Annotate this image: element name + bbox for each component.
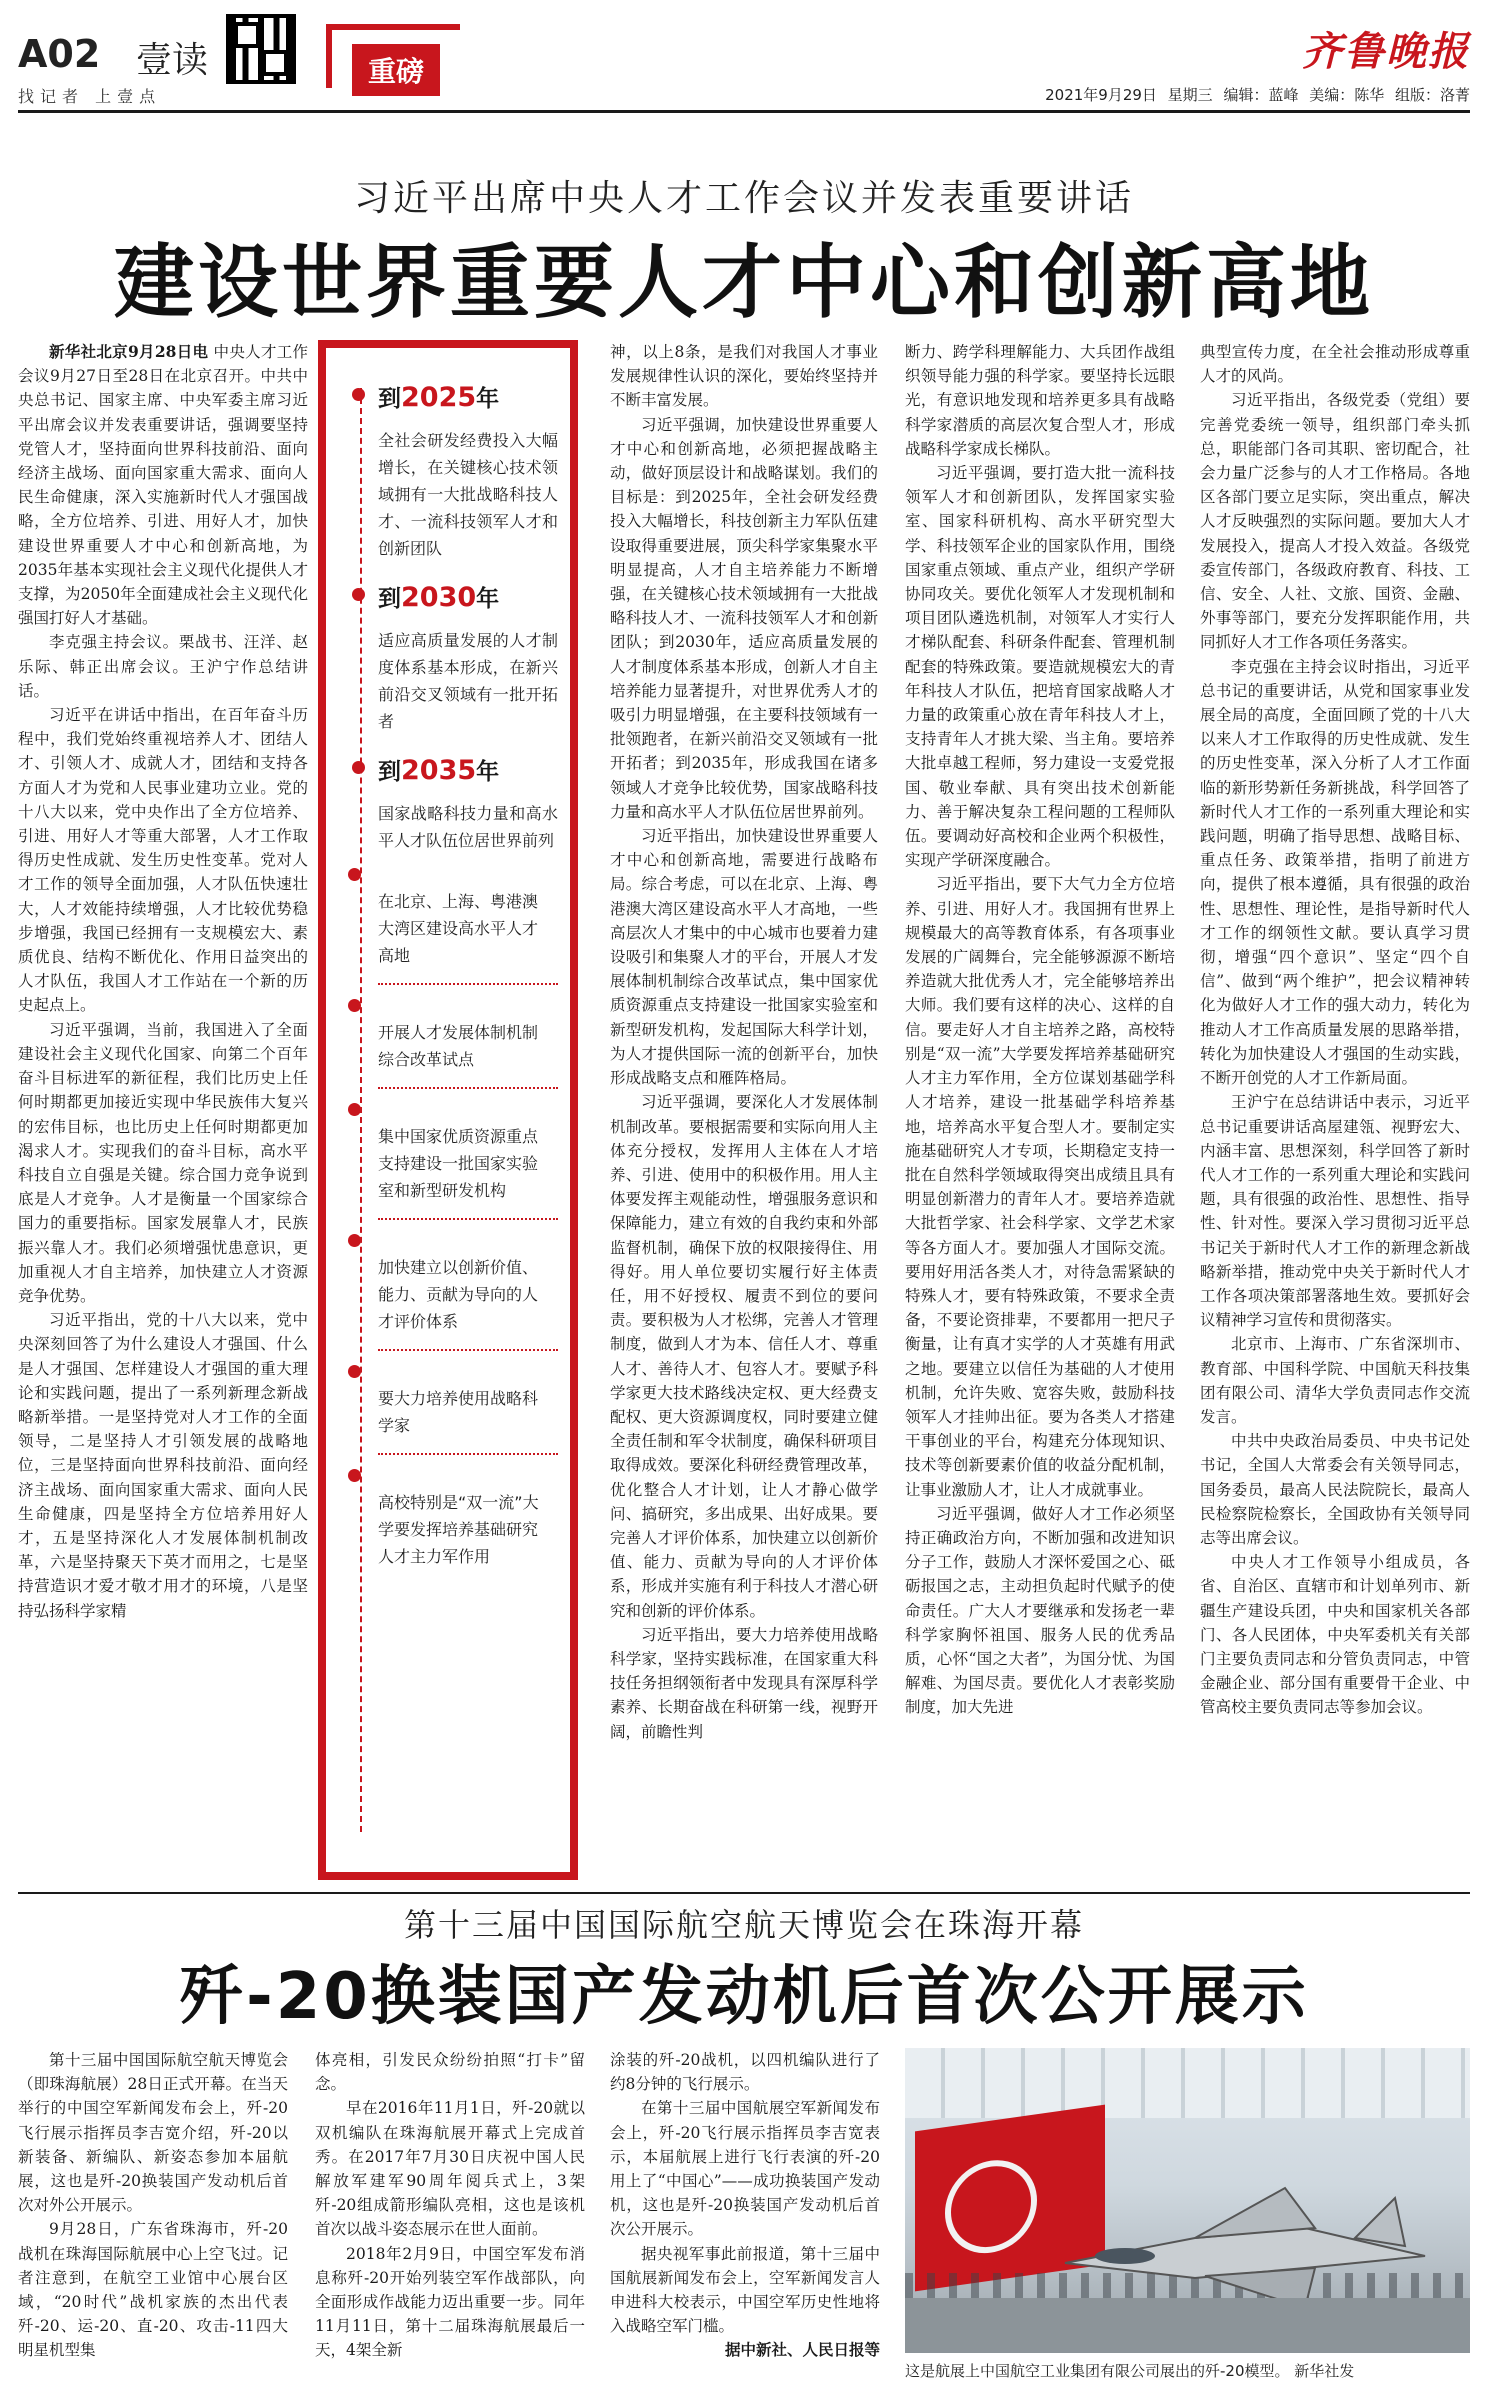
j20-jet-icon [1055,2168,1435,2318]
timeline-dot-icon [352,761,365,774]
date-editor-line: 2021年9月29日 星期三 编辑：蓝峰 美编：陈华 组版：洛菁 [1045,86,1470,104]
paragraph: 典型宣传力度，在全社会推动形成尊重人才的风尚。 [1200,343,1470,386]
paragraph: 早在2016年11月1日，歼-20就以双机编队在珠海航展开幕式上完成首秀。在2017年7月30日庆祝中国人民解放军建军90周年阅兵式上，3架歼-20组成箭形编队亮相，这也是该机首次以战斗姿态展示在世人面前。 [315,2099,585,2239]
timeline-item: 加快建立以创新价值、能力、贡献为导向的人才评价体系 [378,1242,558,1351]
timeline-year-2035: 到2035年 [348,753,558,786]
paragraph: 习近平指出，加快建设世界重要人才中心和创新高地，需要进行战略布局。综合考虑，可以在北京、上海、粤港澳大湾区建设高水平人才高地，一些高层次人才集中的中心城市也要着力建设吸引和集聚人才的平台，开展人才发展体制机制综合改革试点，集中国家优质资源重点支持建设一批国家实验室和新型研发机构，发起国际大科学计划，为人才提供国际一流的创新平台，加快形成战略支点和雁阵格局。 [610,827,878,1088]
timeline-dot-icon [348,999,361,1012]
rubric-frame [326,24,460,88]
timeline-text: 适应高质量发展的人才制度体系基本形成，在新兴前沿交叉领域有一批开拓者 [378,631,558,731]
timeline-year-2030: 到2030年 [348,580,558,613]
paragraph: 中共中央政治局委员、中央书记处书记，全国人大常委会有关领导同志，国务委员，最高人民法院院长，最高人民检察院检察长，全国政协有关领导同志等出席会议。 [1200,1432,1470,1547]
article1-column-4 [905,340,1175,1885]
paragraph: 习近平指出，要大力培养使用战略科学家，坚持实践标准，在国家重大科技任务担纲领衔者中发现具有深厚科学素养、长期奋战在科研第一线，视野开阔，前瞻性判 [610,1625,878,1741]
timeline-dot-icon [348,1234,361,1247]
header-rule [18,110,1470,113]
article2-column-1 [18,2048,288,2388]
article1-column-5 [1200,340,1470,1885]
section-slogan: 找记者 上壹点 [18,87,162,106]
paragraph: 9月28日，广东省珠海市，歼-20战机在珠海国际航展中心上空飞过。记者注意到，在航空工业馆中心展台区域，“20时代”战机家族的杰出代表歼-20、运-20、直-20、攻击-11四大明星机型集 [18,2220,288,2360]
timeline-item: 集中国家优质资源重点支持建设一批国家实验室和新型研发机构 [378,1111,558,1220]
hall-ceiling [905,2048,1470,2118]
timeline-dot-icon [348,1103,361,1116]
article2-column-2 [315,2048,585,2388]
paragraph: 2018年2月9日，中国空军发布消息称歼-20开始列装空军作战部队，向全面形成作战能力迈出重要一步。同年11月11日，第十二届珠海航展最后一天，4架全新 [315,2244,585,2360]
timeline-item: 在北京、上海、粤港澳大湾区建设高水平人才高地 [378,876,558,985]
paragraph: 习近平指出，要下大气力全方位培养、引进、用好人才。我国拥有世界上规模最大的高等教育体系，有各项事业发展的广阔舞台，完全能够源源不断培养造就大批优秀人才，完全能够培养出大师。我们要有这样的决心、这样的自信。要走好人才自主培养之路，高校特别是“双一流”大学要发挥培养基础研究人才主力军作用，全方位谋划基础学科人才培养，建设一批基础学科培养基地，培养高水平复合型人才。要制定实施基础研究人才专项，长期稳定支持一批在自然科学领域取得突出成绩且具有明显创新潜力的青年人才。要培养造就大批哲学家、社会科学家、文学艺术家等各方面人才。要加强人才国际交流。要用好用活各类人才，对待急需紧缺的特殊人才，要有特殊政策，不要求全责备，不要论资排辈，不要都用一把尺子衡量，让有真才实学的人才英雄有用武之地。要建立以信任为基础的人才使用机制，允许失败、宽容失败，鼓励科技领军人才挂帅出征。要为各类人才搭建干事创业的平台，构建充分体现知识、技术等创新要素价值的收益分配机制，让事业激励人才，让人才成就事业。 [905,875,1175,1499]
timeline-dot-icon [348,868,361,881]
paragraph: 神，以上8条，是我们对我国人才事业发展规律性认识的深化，要始终坚持并不断丰富发展。 [610,343,878,410]
paragraph: 李克强在主持会议时指出，习近平总书记的重要讲话，从党和国家事业发展全局的高度，全面回顾了党的十八大以来人才工作取得的历史性成就、发生的历史性变革，深入分析了人才工作面临的新形势新任务新挑战，科学回答了新时代人才工作的一系列重大理论和实践问题，明确了指导思想、战略目标、重点任务、政策举措，指明了前进方向，提供了根本遵循，具有很强的政治性、思想性、理论性，是指导新时代人才工作的纲领性文献。要认真学习贯彻，增强“四个意识”、坚定“四个自信”、做到“两个维护”，把会议精神转化为做好人才工作的强大动力，转化为推动人才工作高质量发展的思路举措，转化为加快建设人才强国的生动实践，不断开创党的人才工作新局面。 [1200,657,1470,1088]
timeline-item: 开展人才发展体制机制综合改革试点 [378,1007,558,1089]
paragraph: 习近平强调，要深化人才发展体制机制改革。要根据需要和实际向用人主体充分授权，发挥用人主体在人才培养、引进、使用中的积极作用。用人主体要发挥主观能动性，增强服务意识和保障能力，建立有效的自我约束和外部监督机制，确保下放的权限接得住、用得好。用人单位要切实履行好主体责任，用不好授权、履责不到位的要问责。要积极为人才松绑，完善人才管理制度，做到人才为本、信任人才、尊重人才、善待人才、包容人才。要赋予科学家更大技术路线决定权、更大经费支配权、更大资源调度权，同时要建立健全责任制和军令状制度，确保科研项目取得成效。要深化科研经费管理改革，优化整合人才计划，让人才静心做学问、搞研究，多出成果、出好成果。要完善人才评价体系，加快建立以创新价值、能力、贡献为导向的人才评价体系，形成并实施有利于科技人才潜心研究和创新的评价体系。 [610,1093,878,1620]
timeline-item: 要大力培养使用战略科学家 [378,1373,558,1455]
paragraph: 习近平指出，各级党委（党组）要完善党委统一领导，组织部门牵头抓总，职能部门各司其职、密切配合，社会力量广泛参与的人才工作格局。各地区各部门要立足实际，突出重点，解决人才反映强烈的实际问题。要加大人才发展投入，提高人才投入效益。各级党委宣传部门，各级政府教育、科技、工信、安全、人社、文旅、国资、金融、外事等部门，要充分发挥职能作用，共同抓好人才工作各项任务落实。 [1200,391,1470,652]
paragraph: 习近平强调，做好人才工作必须坚持正确政治方向，不断加强和改进知识分子工作，鼓励人才深怀爱国之心、砥砺报国之志，主动担负起时代赋予的使命责任。广大人才要继承和发扬老一辈科学家胸怀祖国、服务人民的优秀品质，心怀“国之大者”，为国分忧、为国解难、为国尽责。要优化人才表彰奖励制度，加大先进 [905,1504,1175,1717]
section-divider [18,1892,1470,1894]
article1-column-3 [610,340,878,1885]
rubric-label: 重磅 [352,44,440,96]
page-header [18,14,1470,104]
paragraph: 习近平强调，加快建设世界重要人才中心和创新高地，必须把握战略主动，做好顶层设计和战略谋划。我们的目标是：到2025年，全社会研发经费投入大幅增长，科技创新主力军队伍建设取得重要进展，顶尖科学家集聚水平明显提高，人才自主培养能力不断增强，在关键核心技术领域拥有一大批战略科技人才、一流科技领军人才和创新团队；到2030年，适应高质量发展的人才制度体系基本形成，创新人才自主培养能力显著提升，对世界优秀人才的吸引力明显增强，在主要科技领域有一批领跑者，在新兴前沿交叉领域有一批开拓者；到2035年，形成我国在诸多领域人才竞争比较优势，国家战略科技力量和高水平人才队伍位居世界前列。 [610,415,878,821]
timeline-dot-icon [348,1365,361,1378]
paragraph: 李克强主持会议。栗战书、汪洋、赵乐际、韩正出席会议。王沪宁作总结讲话。 [18,633,308,700]
paragraph: 北京市、上海市、广东省深圳市、教育部、中国科学院、中国航天科技集团有限公司、清华大学负责同志作交流发言。 [1200,1335,1470,1426]
paragraph: 中央人才工作领导小组成员，各省、自治区、直辖市和计划单列市、新疆生产建设兵团，中央和国家机关各部门、各人民团体，中央军委机关有关部门主要负责同志和分管负责同志，中管金融企业、部分国有重要骨干企业、中管高校主要负责同志等参加会议。 [1200,1553,1470,1717]
paragraph: 体亮相，引发民众纷纷拍照“打卡”留念。 [315,2051,585,2094]
paragraph: 据央视军事此前报道，第十三届中国航展新闻发布会上，空军新闻发言人申进科大校表示，中国空军历史性地将入战略空军门槛。 [610,2244,880,2336]
newspaper-masthead: 齐鲁晚报 [1302,28,1470,75]
paragraph: 第十三届中国国际航空航天博览会（即珠海航展）28日正式开幕。在当天举行的中国空军新闻发布会上，歼-20飞行展示指挥员李吉宽介绍，歼-20以新装备、新编队、新姿态参加本届航展，这也是歼-20换装国产发动机后首次对外公开展示。 [18,2051,288,2215]
photo-caption: 这是航展上中国航空工业集团有限公司展出的歼-20模型。 新华社发 [905,2362,1355,2380]
article1-column-1 [18,340,308,1885]
paragraph: 王沪宁在总结讲话中表示，习近平总书记重要讲话高屋建瓴、视野宏大、内涵丰富、思想深刻，科学回答了新时代人才工作的一系列重大理论和实践问题，具有很强的政治性、思想性、指导性、针对性。要深入学习贯彻习近平总书记关于新时代人才工作的新理念新战略新举措，推动党中央关于新时代人才工作各项决策部署落地生效。要抓好会议精神学习宣传和贯彻落实。 [1200,1093,1470,1330]
paragraph: 中央人才工作会议9月27日至28日在北京召开。中共中央总书记、国家主席、中央军委主席习近平出席会议并发表重要讲话，强调要坚持党管人才，坚持面向世界科技前沿、面向经济主战场、面向国家重大需求、面向人民生命健康，深入实施新时代人才强国战略，全方位培养、引进、用好人才，加快建设世界重要人才中心和创新高地，为2035年基本实现社会主义现代化提供人才支撑，为2050年全面建成社会主义现代化强国打好人才基础。 [18,343,308,628]
article2-column-3 [610,2048,880,2388]
hall-floor [905,2298,1470,2353]
article2-kicker: 第十三届中国国际航空航天博览会在珠海开幕 [403,1906,1084,1944]
paragraph: 在第十三届中国航展空军新闻发布会上，歼-20飞行展示指挥员李吉宽表示，本届航展上进行飞行表演的歼-20用上了“中国心”——成功换装国产发动机，这也是歼-20换装国产发动机后首次公开展示。 [610,2099,880,2239]
article1-kicker: 习近平出席中央人才工作会议并发表重要讲话 [353,178,1134,219]
paragraph: 习近平指出，党的十八大以来，党中央深刻回答了为什么建设人才强国、什么是人才强国、怎样建设人才强国的重大理论和实践问题，提出了一系列新理念新战略新举措。一是坚持党对人才工作的全面领导，二是坚持人才引领发展的战略地位，三是坚持面向世界科技前沿、面向经济主战场、面向国家重大需求、面向人民生命健康，四是坚持全方位培养用好人才，五是坚持深化人才发展体制机制改革，六是坚持聚天下英才而用之，七是坚持营造识才爱才敬才用才的环境，八是坚持弘扬科学家精 [18,1311,308,1620]
paragraph: 涂装的歼-20战机，以四机编队进行了约8分钟的飞行展示。 [610,2051,880,2094]
article-source: 据中新社、人民日报等 [724,2340,880,2360]
paragraph: 习近平在讲话中指出，在百年奋斗历程中，我们党始终重视培养人才、团结人才、引领人才、成就人才，团结和支持各方面人才为党和人民事业建功立业。党的十八大以来，党中央作出了全方位培养、引进、用好人才等重大部署，人才工作取得历史性成就、发生历史性变革。党对人才工作的领导全面加强，人才队伍快速壮大，人才效能持续增强，人才比较优势稳步增强，我国已经拥有一支规模宏大、素质优良、结构不断优化、作用日益突出的人才队伍，我国人才工作站在一个新的历史起点上。 [18,706,308,1015]
timeline-box [318,340,578,1880]
paragraph: 习近平强调，当前，我国进入了全面建设社会主义现代化国家、向第二个百年奋斗目标进军的新征程，我们比历史上任何时期都更加接近实现中华民族伟大复兴的宏伟目标，也比历史上任何时期都更加渴求人才。实现我们的奋斗目标，高水平科技自立自强是关键。综合国力竞争说到底是人才竞争。人才是衡量一个国家综合国力的重要指标。国家发展靠人才，民族振兴靠人才。我们必须增强忧患意识，更加重视人才自主培养，加快建立人才资源竞争优势。 [18,1020,308,1305]
timeline-dot-icon [352,588,365,601]
timeline-dot-icon [348,1469,361,1482]
article2-headline: 歼-20换装国产发动机后首次公开展示 [179,1960,1309,2034]
timeline-dot-icon [352,388,365,401]
section-name: 壹读 [136,40,209,81]
dateline: 新华社北京9月28日电 [49,342,209,361]
qr-code-icon [226,14,296,84]
page-number: A02 [18,32,101,76]
paragraph: 习近平强调，要打造大批一流科技领军人才和创新团队，发挥国家实验室、国家科研机构、高水平研究型大学、科技领军企业的国家队作用，围绕国家重点领域、重点产业，组织产学研协同攻关。要优化领军人才发现机制和项目团队遴选机制，对领军人才实行人才梯队配套、科研条件配套、管理机制配套的特殊政策。要造就规模宏大的青年科技人才队伍，把培育国家战略人才力量的政策重心放在青年科技人才上，支持青年人才挑大梁、当主角。要培养大批卓越工程师，努力建设一支爱党报国、敬业奉献、具有突出技术创新能力、善于解决复杂工程问题的工程师队伍。要调动好高校和企业两个积极性，实现产学研深度融合。 [905,464,1175,870]
timeline-text: 国家战略科技力量和高水平人才队伍位居世界前列 [378,804,558,850]
paragraph: 断力、跨学科理解能力、大兵团作战组织领导能力强的科学家。要坚持长远眼光，有意识地发现和培养更多具有战略科学家潜质的高层次复合型人才，形成战略科学家成长梯队。 [905,343,1175,458]
timeline-year-2025: 到2025年 [348,380,558,413]
j20-model-photo [905,2048,1470,2353]
article1-headline: 建设世界重要人才中心和创新高地 [114,236,1374,329]
timeline-item: 高校特别是“双一流”大学要发挥培养基础研究人才主力军作用 [378,1477,558,1584]
timeline-text: 全社会研发经费投入大幅增长，在关键核心技术领域拥有一大批战略科技人才、一流科技领军人才和创新团队 [378,431,558,558]
